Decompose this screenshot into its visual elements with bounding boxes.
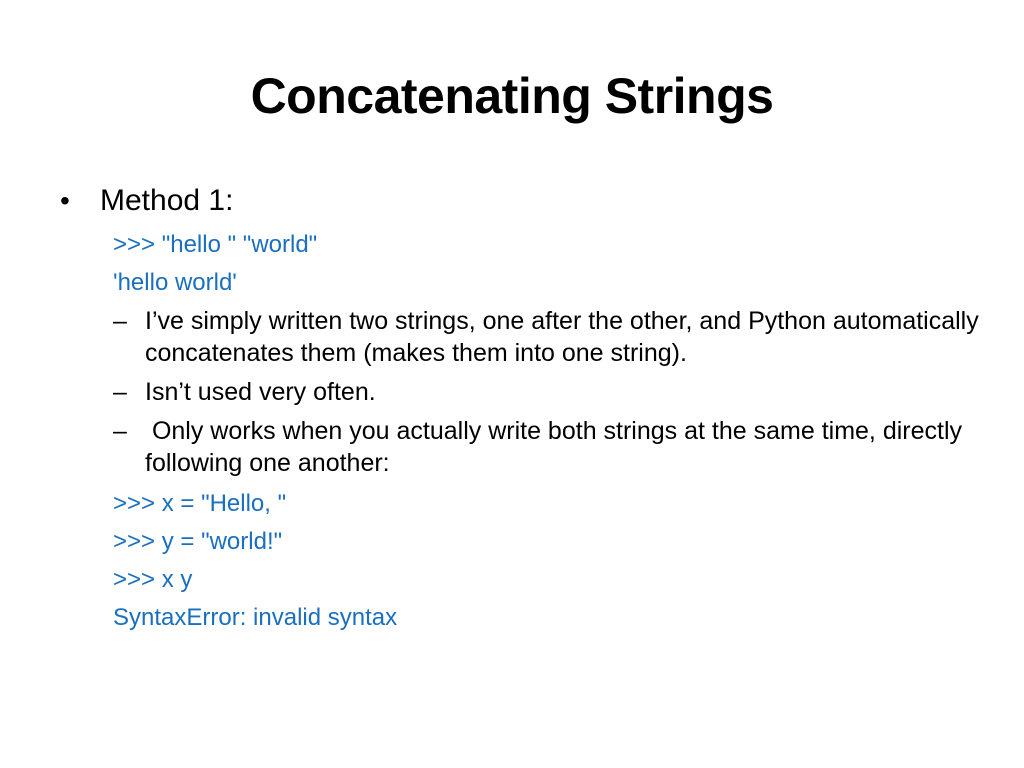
code-line: >>> y = "world!" bbox=[113, 528, 283, 555]
dash-icon: – bbox=[113, 417, 127, 445]
code-line: >>> x = "Hello, " bbox=[113, 490, 287, 517]
sub-point bbox=[113, 415, 980, 479]
sub-point bbox=[113, 376, 980, 408]
sub-point-text: Isn’t used very often. bbox=[145, 378, 376, 406]
code-error-line: SyntaxError: invalid syntax bbox=[113, 604, 398, 631]
slide-title: Concatenating Strings bbox=[250, 68, 774, 124]
sub-point-text: Only works when you actually write both strings at the same time, directly following one another: bbox=[145, 417, 969, 477]
code-line: >>> "hello " "world" bbox=[113, 231, 318, 258]
bullet-label: Method 1: bbox=[100, 184, 234, 217]
slide-body bbox=[60, 182, 986, 633]
code-output-line: 'hello world' bbox=[113, 269, 237, 296]
sub-point bbox=[113, 305, 986, 369]
dash-icon: – bbox=[113, 378, 127, 406]
code-line: >>> x y bbox=[113, 566, 193, 593]
sub-point-text: I’ve simply written two strings, one after the other, and Python automatically concatenates them (makes them into one string). bbox=[145, 307, 986, 367]
bullet-dot-icon: • bbox=[60, 185, 70, 216]
dash-icon: – bbox=[113, 307, 127, 335]
bullet-method-1 bbox=[60, 182, 980, 220]
